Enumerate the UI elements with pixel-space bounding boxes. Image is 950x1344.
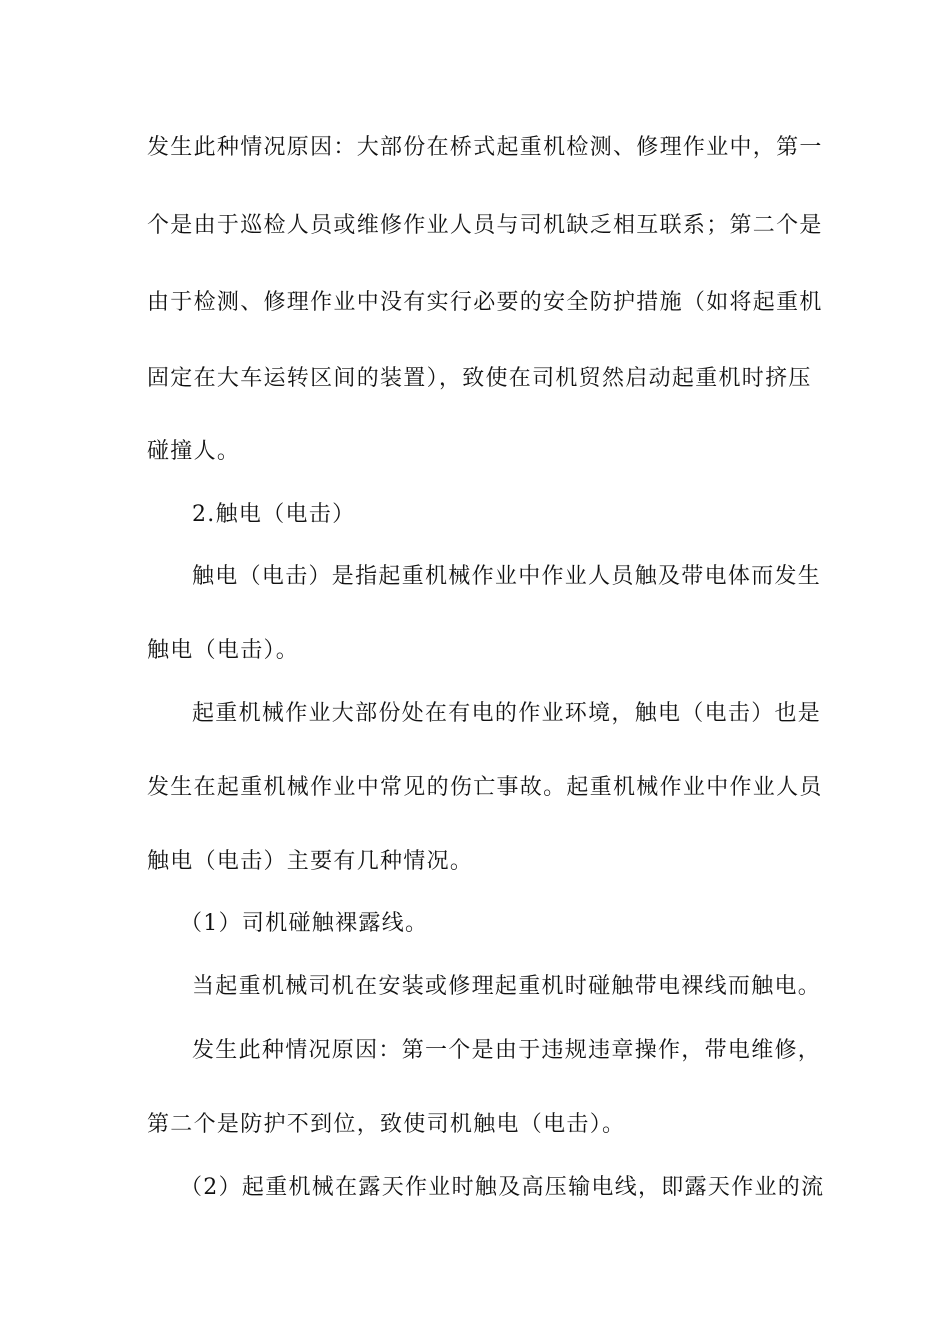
section-heading: 2.触电（电击）	[192, 502, 356, 527]
list-item-heading: （1）司机碰触裸露线。	[180, 911, 429, 936]
paragraph-line: 触电（电击）。	[147, 638, 300, 663]
paragraph-line: 第二个是防护不到位，致使司机触电（电击）。	[147, 1112, 626, 1137]
paragraph-line: 当起重机械司机在安装或修理起重机时碰触带电裸线而触电。	[192, 974, 822, 999]
paragraph-line: 个是由于巡检人员或维修作业人员与司机缺乏相互联系；第二个是	[147, 213, 823, 238]
paragraph-line: 碰撞人。	[147, 439, 241, 464]
paragraph-line: 固定在大车运转区间的装置），致使在司机贸然启动起重机时挤压	[147, 366, 812, 391]
paragraph-line: 触电（电击）是指起重机械作业中作业人员触及带电体而发生	[192, 564, 822, 589]
paragraph-line: 由于检测、修理作业中没有实行必要的安全防护措施（如将起重机	[147, 290, 823, 315]
paragraph-line: 发生此种情况原因：第一个是由于违规违章操作，带电维修，	[192, 1038, 822, 1063]
list-item-heading: （2）起重机械在露天作业时触及高压输电线，即露天作业的流	[180, 1175, 825, 1200]
paragraph-line: 触电（电击）主要有几种情况。	[147, 849, 474, 874]
paragraph-line: 发生在起重机械作业中常见的伤亡事故。起重机械作业中作业人员	[147, 775, 823, 800]
paragraph-line: 起重机械作业大部份处在有电的作业环境，触电（电击）也是	[192, 701, 822, 726]
paragraph-line: 发生此种情况原因：大部份在桥式起重机检测、修理作业中，第一	[147, 135, 823, 160]
